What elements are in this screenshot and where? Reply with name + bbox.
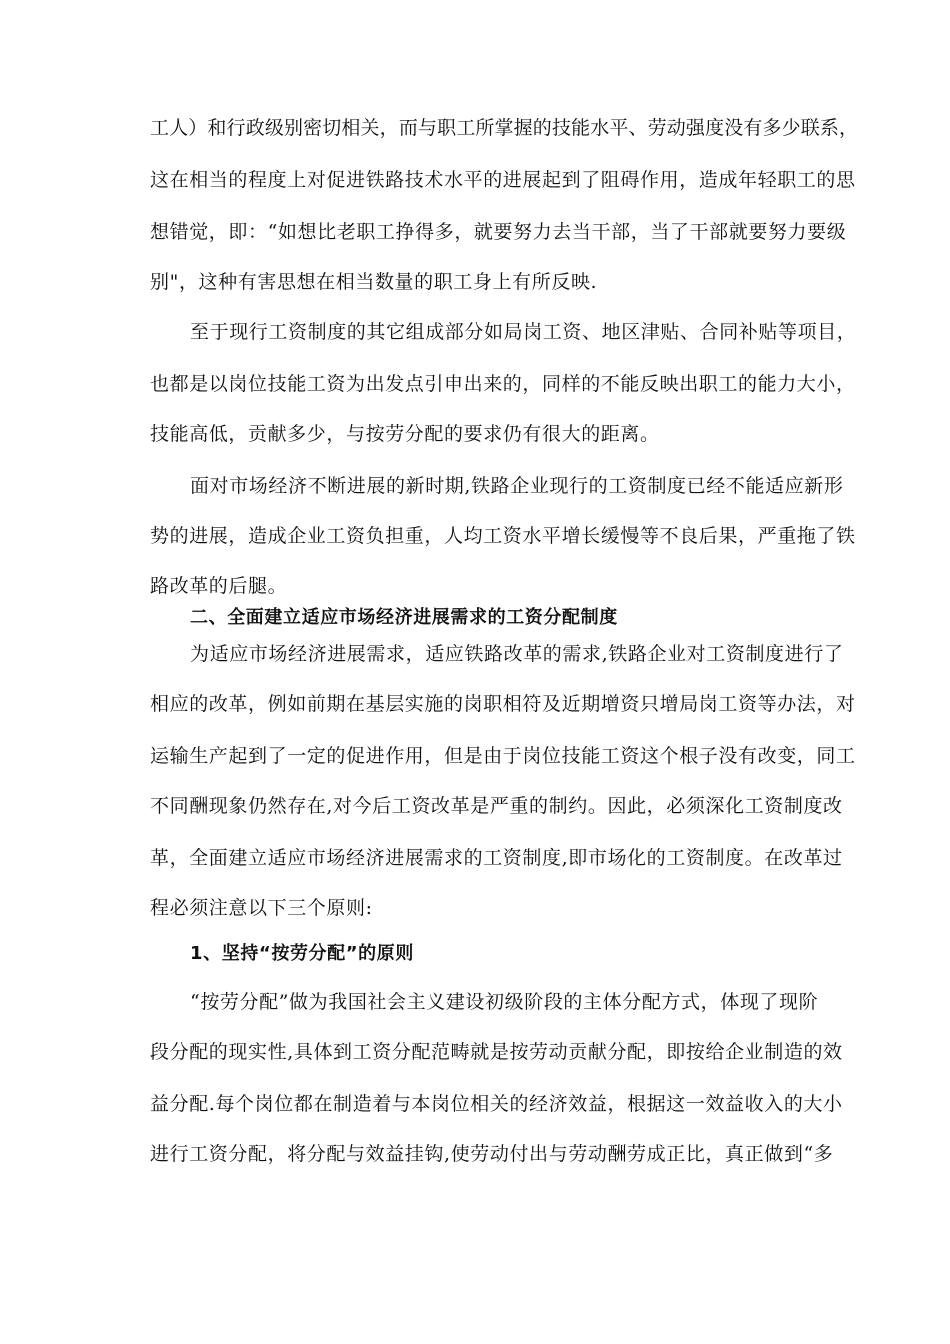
section-heading: 二、全面建立适应市场经济进展需求的工资分配制度	[190, 607, 618, 628]
text-line: 不同酬现象仍然存在,对今后工资改革是严重的制约。因此，必须深化工资制度改	[150, 795, 843, 817]
subsection-heading: 1、坚持“按劳分配”的原则	[190, 943, 414, 964]
text-line: 别"，这种有害思想在相当数量的职工身上有所反映.	[150, 271, 598, 293]
text-line: 相应的改革，例如前期在基层实施的岗职相符及近期增资只增局岗工资等办法，对	[150, 693, 856, 715]
paragraph-first-line: 面对市场经济不断进展的新时期,铁路企业现行的工资制度已经不能适应新形	[190, 475, 844, 497]
text-line: 程必须注意以下三个原则:	[150, 897, 373, 919]
text-line: 想错觉，即：“如想比老职工挣得多，就要努力去当干部，当了干部就要努力要级	[150, 221, 847, 243]
text-line: 革，全面建立适应市场经济进展需求的工资制度,即市场化的工资制度。在改革过	[150, 847, 843, 869]
text-line: 段分配的现实性,具体到工资分配范畴就是按劳动贡献分配，即按给企业制造的效	[150, 1041, 843, 1063]
paragraph-first-line: 为适应市场经济进展需求，适应铁路改革的需求,铁路企业对工资制度进行了	[190, 643, 844, 665]
text-line: 益分配.每个岗位都在制造着与本岗位相关的经济效益，根据这一效益收入的大小	[150, 1093, 843, 1115]
text-line: 技能高低，贡献多少，与按劳分配的要求仍有很大的距离。	[150, 423, 660, 445]
text-line: 也都是以岗位技能工资为出发点引申出来的，同样的不能反映出职工的能力大小，	[150, 373, 856, 395]
text-line: 这在相当的程度上对促进铁路技术水平的进展起到了阻碍作用，造成年轻职工的思	[150, 169, 856, 191]
text-line: 工人）和行政级别密切相关，而与职工所掌握的技能水平、劳动强度没有多少联系，	[150, 117, 859, 139]
text-line: 路改革的后腿。	[150, 575, 288, 597]
text-line: 进行工资分配，将分配与效益挂钩,使劳动付出与劳动酬劳成正比，真正做到“多	[150, 1143, 834, 1165]
paragraph-first-line: “按劳分配”做为我国社会主义建设初级阶段的主体分配方式，体现了现阶	[190, 991, 819, 1013]
text-line: 势的进展，造成企业工资负担重，人均工资水平增长缓慢等不良后果，严重拖了铁	[150, 525, 856, 547]
text-line: 运输生产起到了一定的促进作用，但是由于岗位技能工资这个根子没有改变，同工	[150, 745, 856, 767]
paragraph-first-line: 至于现行工资制度的其它组成部分如局岗工资、地区津贴、合同补贴等项目，	[190, 321, 857, 343]
